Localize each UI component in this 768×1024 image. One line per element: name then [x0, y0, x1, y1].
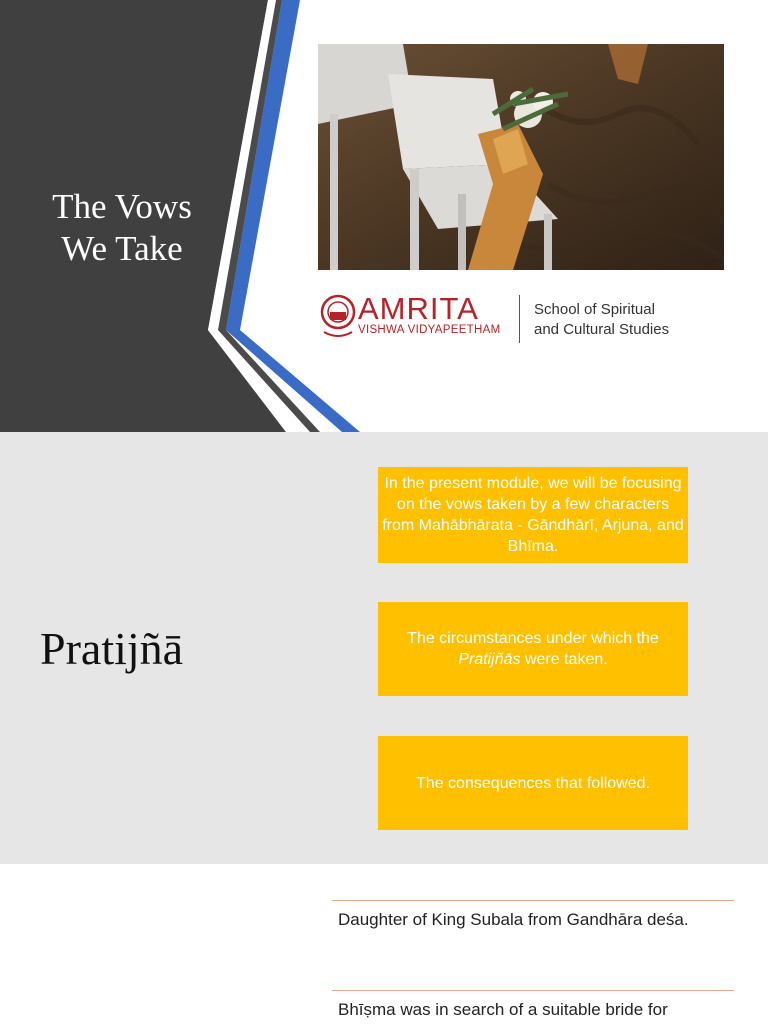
circumstances-text [407, 628, 659, 670]
pratijnas-italic: Pratijñās [458, 651, 521, 668]
circumstances-text-end: were taken. [520, 651, 608, 668]
circumstances-text-start: The circumstances under which the [407, 630, 659, 647]
pratijna-heading: Pratijñā [40, 623, 184, 674]
module-intro-text: In the present module, we will be focusing on the vows taken by a few characters from Mahābhārata - Gāndhārī, Arjuna, and Bhīma. [382, 475, 684, 555]
amrita-emblem-icon [320, 294, 356, 340]
gandhari-origin-text: Daughter of King Subala from Gandhāra deśa. [338, 910, 689, 929]
circumstances-box [378, 602, 688, 696]
pratijna-slide [0, 432, 768, 864]
logo-subline: VISHWA VIDYAPEETHAM [358, 324, 501, 336]
logo-wordmark: AMRITA [358, 291, 479, 326]
amrita-logo [318, 292, 738, 348]
title-slide [0, 0, 768, 432]
slide-title-line2: We Take [61, 229, 183, 268]
divider-line-2 [332, 990, 734, 991]
school-name-line2: and Cultural Studies [534, 321, 670, 338]
gandhari-slide [0, 864, 768, 1024]
divider-line-1 [332, 900, 734, 901]
consequences-box [378, 736, 688, 830]
module-intro-box [378, 467, 688, 563]
wedding-chairs-photo [318, 44, 724, 270]
school-name-line1: School of Spiritual [534, 301, 655, 318]
logo-divider [519, 295, 520, 343]
consequences-text: The consequences that followed. [416, 774, 650, 792]
slide-title [22, 186, 222, 270]
bhisma-search-text: Bhīṣma was in search of a suitable bride for [338, 1000, 668, 1019]
slide-title-line1: The Vows [52, 187, 192, 226]
school-name [534, 300, 669, 340]
